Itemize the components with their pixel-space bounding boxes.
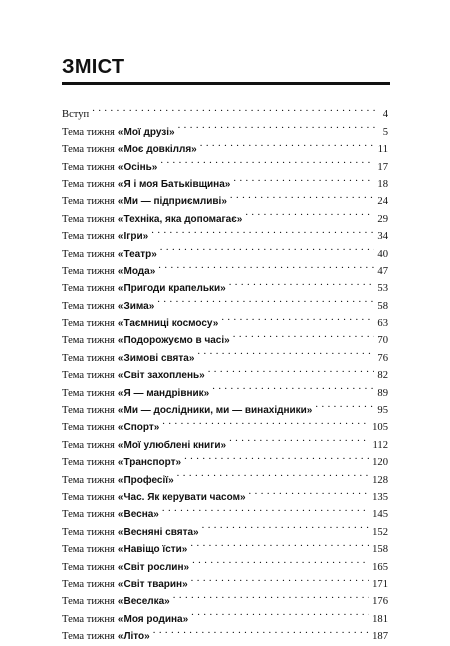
toc-entry-title [62,176,230,193]
toc-entry-topic: «Весна» [117,509,159,521]
toc-entry-title [62,315,218,332]
toc-entry-title [62,472,174,489]
toc-leader-dots [162,500,369,517]
toc-entry-prefix: Тема тижня [62,509,115,521]
toc-entry-title [62,419,159,436]
toc-entry-topic: «Ми — підприємливі» [117,196,227,208]
toc-entry-prefix: Тема тижня [62,457,115,469]
toc-entry-page-number: 53 [377,283,388,295]
toc-entry-prefix: Тема тижня [62,213,115,225]
toc-entry-page-number: 95 [377,405,388,417]
toc-entry-prefix: Тема тижня [62,352,115,364]
toc-entry-prefix: Тема тижня [62,318,115,330]
toc-entry-title [62,454,181,471]
toc-entry-topic: «Світ захоплень» [117,370,205,382]
toc-entry-title [62,106,89,123]
toc-entry[interactable] [62,117,388,138]
toc-entry-prefix: Тема тижня [62,370,115,382]
toc-entry-title [62,367,205,384]
toc-entry-topic: «Ігри» [117,231,149,243]
toc-entry-prefix: Тема тижня [62,439,115,451]
toc-leader-dots [153,622,369,639]
toc-entry-page-number: 58 [377,300,388,312]
toc-entry-prefix: Тема тижня [62,144,115,156]
toc-entry-topic: «Моя родина» [117,613,189,625]
toc-entry-topic: «Зима» [117,300,155,312]
toc-entry-page-number: 47 [377,265,388,277]
toc-entry-topic: «Спорт» [117,422,160,434]
toc-entry-page-number: 120 [372,457,388,469]
toc-entry-title [62,524,199,541]
toc-leader-dots [315,396,374,413]
toc-leader-dots [151,222,374,239]
toc-entry-topic: «Моє довкілля» [117,144,197,156]
toc-entry-page-number: 5 [382,126,388,138]
toc-entry-topic: «Осінь» [117,161,158,173]
table-of-contents [62,100,388,643]
toc-entry-prefix: Тема тижня [62,161,115,173]
toc-entry-page-number: 63 [377,318,388,330]
toc-entry-prefix: Тема тижня [62,561,115,573]
toc-entry-title [62,263,155,280]
toc-entry-title [62,593,170,610]
toc-entry-topic: «Світ рослин» [117,561,190,573]
toc-entry-prefix: Тема тижня [62,631,115,643]
toc-entry-title [62,506,159,523]
toc-entry-prefix: Тема тижня [62,231,115,243]
toc-entry-prefix: Тема тижня [62,474,115,486]
toc-entry-page-number: 187 [372,631,388,643]
toc-leader-dots [233,326,375,343]
toc-leader-dots [191,604,369,621]
toc-entry-page-number: 34 [377,231,388,243]
toc-entry-prefix: Тема тижня [62,526,115,538]
toc-entry-page-number: 165 [372,561,388,573]
toc-leader-dots [191,570,369,587]
toc-entry-topic: «Світ тварин» [117,578,188,590]
toc-entry-prefix: Тема тижня [62,300,115,312]
toc-entry-page-number: 29 [377,213,388,225]
toc-leader-dots [160,239,375,256]
toc-entry-title [62,298,154,315]
toc-leader-dots [173,587,369,604]
toc-entry-prefix: Тема тижня [62,248,115,260]
title-underline [62,82,390,85]
toc-leader-dots [229,430,369,447]
toc-leader-dots [197,343,374,360]
toc-entry-topic: «Професії» [117,474,174,486]
toc-entry-page-number: 112 [372,439,388,451]
toc-leader-dots [202,517,370,534]
toc-entry-page-number: 11 [377,144,388,156]
toc-entry-prefix: Тема тижня [62,491,115,503]
toc-entry-prefix: Тема тижня [62,335,115,347]
toc-entry-title [62,541,187,558]
toc-entry-topic: «Час. Як керувати часом» [117,491,246,503]
toc-entry-page-number: 82 [377,370,388,382]
toc-entry-title [62,350,194,367]
toc-entry-title [62,193,227,210]
toc-entry-prefix: Тема тижня [62,196,115,208]
toc-leader-dots [212,378,374,395]
toc-entry-title [62,559,189,576]
toc-entry-topic: «Мої улюблені книги» [117,439,227,451]
toc-leader-dots [229,274,375,291]
toc-entry-topic: «Подорожуємо в часі» [117,335,230,347]
toc-leader-dots [178,117,375,134]
toc-leader-dots [160,152,374,169]
toc-leader-dots [177,465,369,482]
toc-entry-title [62,159,157,176]
toc-entry-topic: «Пригоди крапельки» [117,283,226,295]
toc-entry-topic: «Я і моя Батьківщина» [117,178,231,190]
toc-leader-dots [162,413,369,430]
toc-entry-page-number: 89 [377,387,388,399]
toc-leader-dots [230,187,375,204]
toc-entry-prefix: Тема тижня [62,578,115,590]
toc-entry-page-number: 76 [377,352,388,364]
toc-leader-dots [190,535,369,552]
toc-entry-page-number: 40 [377,248,388,260]
toc-entry[interactable] [62,100,388,121]
toc-entry-prefix: Тема тижня [62,265,115,277]
toc-entry-title [62,576,188,593]
toc-entry-prefix: Тема тижня [62,405,115,417]
toc-entry-page-number: 176 [372,596,388,608]
toc-entry-page-number: 24 [377,196,388,208]
toc-entry-page-number: 152 [372,526,388,538]
toc-entry-topic: «Театр» [117,248,157,260]
toc-entry-topic: «Транспорт» [117,457,182,469]
toc-entry-topic: «Зимові свята» [117,352,195,364]
toc-entry-prefix: Тема тижня [62,544,115,556]
toc-entry-prefix: Вступ [62,109,90,121]
toc-entry-page-number: 158 [372,544,388,556]
toc-entry-page-number: 18 [377,178,388,190]
toc-leader-dots [184,448,369,465]
toc-entry-prefix: Тема тижня [62,283,115,295]
toc-entry-page-number: 105 [372,422,388,434]
toc-entry-page-number: 145 [372,509,388,521]
toc-entry-topic: «Я — мандрівник» [117,387,210,399]
toc-leader-dots [158,257,374,274]
toc-entry-prefix: Тема тижня [62,596,115,608]
toc-entry-prefix: Тема тижня [62,613,115,625]
toc-leader-dots [233,170,374,187]
toc-entry-page-number: 17 [377,161,388,173]
toc-entry-title [62,246,157,263]
toc-entry-title [62,385,209,402]
toc-entry-topic: «Весняні свята» [117,526,199,538]
page-title: ЗМІСТ [62,56,125,78]
toc-leader-dots [249,483,370,500]
toc-leader-dots [221,309,374,326]
toc-entry-page-number: 128 [372,474,388,486]
toc-leader-dots [157,291,374,308]
toc-entry-title [62,124,175,141]
toc-entry-page-number: 135 [372,491,388,503]
toc-entry-title [62,628,150,645]
toc-entry-page-number: 171 [372,578,388,590]
toc-entry-topic: «Веселка» [117,596,170,608]
toc-leader-dots [192,552,369,569]
toc-leader-dots [208,361,375,378]
toc-leader-dots [200,135,375,152]
toc-entry-topic: «Ми — дослідники, ми — винахідники» [117,405,313,417]
toc-entry-topic: «Навіщо їсти» [117,544,188,556]
toc-entry-topic: «Мода» [117,265,156,277]
toc-entry-page-number: 70 [377,335,388,347]
toc-entry-topic: «Таємниці космосу» [117,318,219,330]
toc-entry-topic: «Техніка, яка допомагає» [117,213,243,225]
toc-entry-page-number: 4 [382,109,388,121]
toc-entry-topic: «Мої друзі» [117,126,175,138]
toc-leader-dots [92,100,375,117]
toc-leader-dots [245,204,374,221]
toc-entry-prefix: Тема тижня [62,178,115,190]
toc-entry-prefix: Тема тижня [62,387,115,399]
toc-entry-topic: «Літо» [117,631,150,643]
toc-entry-prefix: Тема тижня [62,422,115,434]
toc-entry-title [62,228,148,245]
toc-entry-page-number: 181 [372,613,388,625]
toc-entry-prefix: Тема тижня [62,126,115,138]
